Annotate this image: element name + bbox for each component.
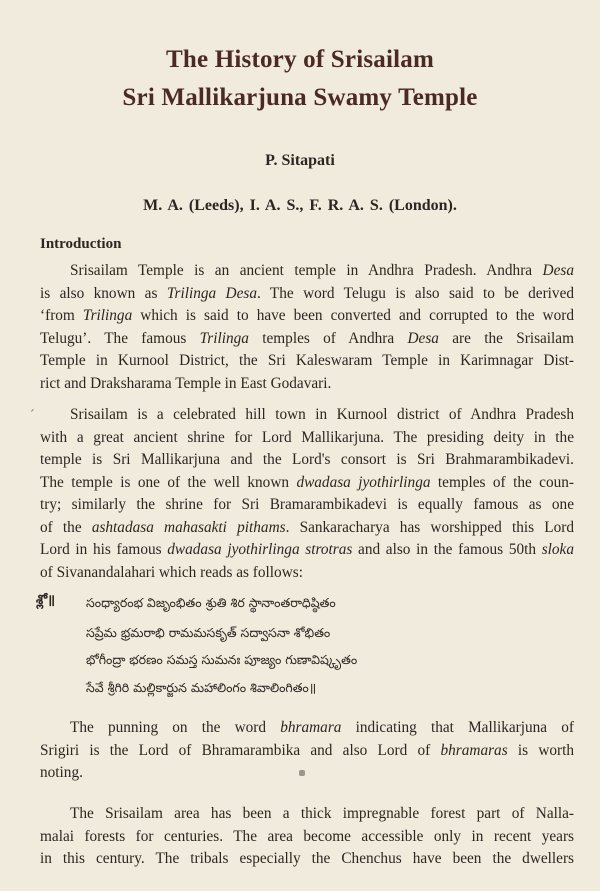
paragraph-line: The temple is one of the well known dwadasa jyothirlinga temples of the coun- [40,473,575,491]
paragraph-line: The Srisailam area has been a thick impregnable forest part of Nalla- [70,805,574,822]
paragraph-line: Srisailam is a celebrated hill town in Kurnool district of Andhra Pradesh [70,406,574,423]
paragraph-line: Telugu’. The famous Trilinga temples of Andhra Desa are the Srisailam [40,329,574,347]
author-credentials: M. A. (Leeds), I. A. S., F. R. A. S. (London). [143,197,457,214]
author-name: P. Sitapati [265,152,335,169]
paragraph-line: Temple in Kurnool District, the Sri Kaleswaram Temple in Karimnagar Dist- [40,352,574,369]
paragraph-line: with a great ancient shrine for Lord Mallikarjuna. The presiding deity in the [40,428,574,446]
verse-line: సేవే శ్రీగిరి మల్లికార్జున మహాలింగం శివాలింగితం॥ [86,680,317,695]
title-line-2: Sri Mallikarjuna Swamy Temple [122,84,478,111]
paragraph-line: Lord in his famous dwadasa jyothirlinga strotras and also in the famous 50th sloka [40,541,574,558]
print-speck [299,770,305,776]
paragraph-introduction [40,260,574,395]
paragraph-line: temple is Sri Mallikarjuna and the Lord's consort is Sri Brahmarambikadevi. [40,451,574,468]
verse-line: భోగీంద్రా భరణం సమస్త సుమనః పూజ్యం గుణావిష్కృతం [86,652,358,667]
section-heading: Introduction [40,236,122,252]
title-line-1: The History of Srisailam [166,46,434,73]
paragraph-line: Srisailam Temple is an ancient temple in Andhra Pradesh. Andhra Desa [70,262,574,279]
paragraph-line: of the ashtadasa mahasakti pithams. Sankaracharya has worshipped this Lord [40,518,574,536]
verse-line: సంధ్యారంభ విజృంభితం శ్రుతి శిర స్థానాంతరాధిష్ఠితం [86,595,336,610]
verse-mark: శ్లో॥ [36,593,55,608]
paragraph-line: try; similarly the shrine for Sri Bramarambikadevi is equally famous as one [40,496,574,513]
paragraph-line: in this century. The tribals especially the Chenchus have been the dwellers [40,850,574,867]
paragraph-line: is also known as Trilinga Desa. The word Telugu is also said to be derived [40,284,575,302]
paragraph-bhramara [40,717,574,785]
paragraph-line: The punning on the word bhramara indicating that Mallikarjuna of [70,719,574,736]
paragraph-line: rict and Draksharama Temple in East Godavari. [40,374,332,392]
paragraph-srisailam [40,404,574,584]
paragraph-line: ‘from Trilinga which is said to have been converted and corrupted to the word [40,307,574,324]
print-speck: ˊ [30,408,35,423]
paragraph-line: malai forests for centuries. The area become accessible only in recent years [40,827,574,845]
paragraph-line: Srigiri is the Lord of Bhramarambika and also Lord of bhramaras is worth [40,741,575,759]
paragraph-line: noting. [40,764,83,781]
verse-line: సప్రేమ భ్రమరాభి రామమసకృత్ సద్వాసనా శోభితం [86,625,331,640]
paragraph-forest [40,803,574,871]
paragraph-line: of Sivanandalahari which reads as follows: [40,563,303,581]
